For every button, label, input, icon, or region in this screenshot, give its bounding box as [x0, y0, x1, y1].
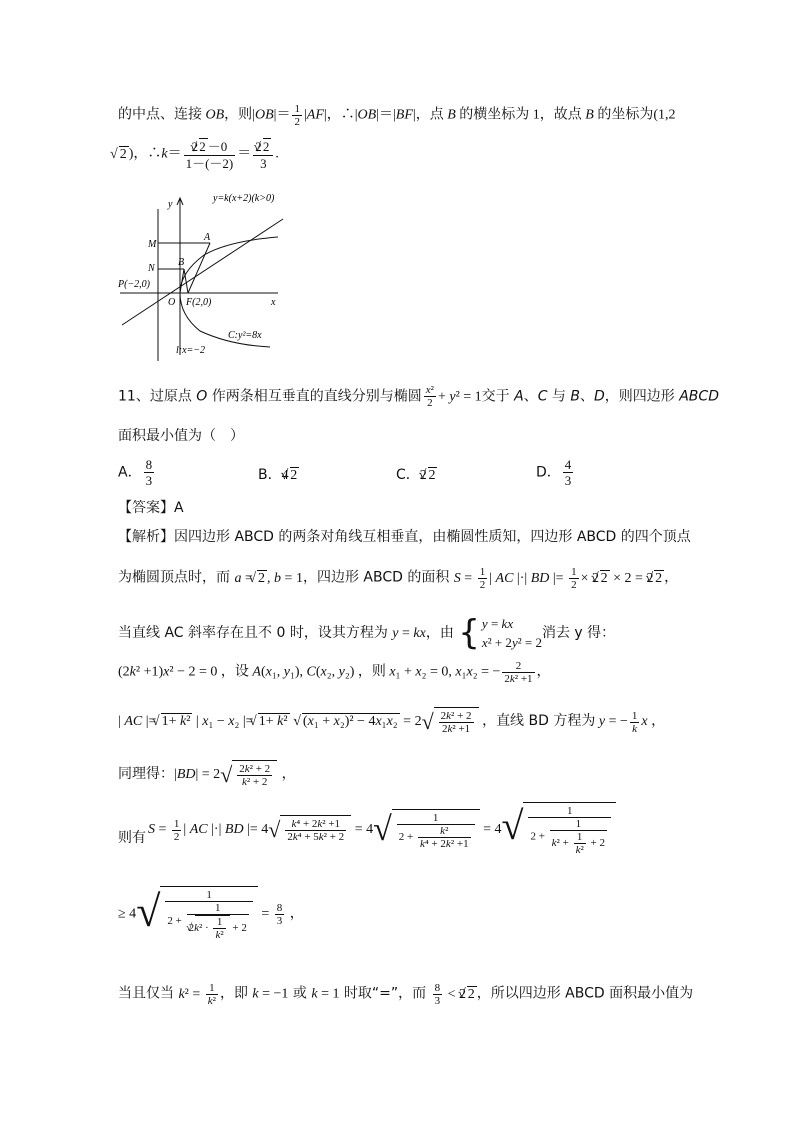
analysis-line-3: 当直线 AC 斜率存在且不 0 时，设其方程为 y = kx，由 { y = kx x² + 2y² = 2消去 y 得：: [118, 613, 616, 653]
focus-label: F(2,0): [186, 297, 212, 308]
analysis-line-4: (2k² +1)x² − 2 = 0 ，设 A(x₁, y₁), C(x₂, y₂) ，则 x₁ + x₂ = 0, x₁x₂ = − $\frac{2}{\text{2k² +1}}$ ，: [118, 660, 551, 685]
parabola-label: C:y²=8x: [228, 330, 262, 341]
answer-line: 【答案】A: [118, 500, 184, 516]
point-N-label: N: [148, 263, 155, 274]
analysis-line-9: 当且仅当 k² = $\frac{1}{\text{k²}}$ ，即 k = −1 或 k = 1 时取“=”，而 $\frac{8}{3}$ < 2√ 2 ，所以四边形 ABCD 面积最小值为: [118, 982, 693, 1007]
option-d[interactable]: D． $\frac{4}{3}$: [536, 457, 572, 488]
question-stem: 11、过原点 O 作两条相互垂直的直线分别与椭圆 $\frac{\text{x²}}{2}$ + y² = 1交于 A、C 与 B、D，则四边形 ABCD: [118, 384, 719, 409]
option-b[interactable]: B．4√ 2: [258, 464, 299, 484]
analysis-line-8: ≥ 4 √ 1 2 + 1 2√ k² · $\frac{1}{\text{k²}}$ + 2 = $\frac{8}{3}$ ，: [118, 886, 304, 943]
prev-solution-line-2: √ 2 )，∴k＝ $\frac{2√ 2 -0}{1-(-2)}$ ＝ $\frac{2√ 2}{3}$ .: [118, 138, 279, 171]
analysis-text-1: 因四边形 ABCD 的两条对角线互相垂直，由椭圆性质知，四边形 ABCD 的四个顶点: [174, 529, 691, 545]
point-A-label: A: [204, 232, 211, 243]
directrix-label: l:x=−2: [176, 345, 206, 356]
x-axis-label: x: [271, 297, 276, 308]
origin-label: O: [168, 297, 176, 308]
question-stem-cont: 面积最小值为（ ）: [118, 428, 244, 444]
y-axis-label: y: [168, 199, 173, 210]
analysis-line-7-prefix: 则有: [118, 830, 146, 846]
analysis-line-2: 为椭圆顶点时，而 a = √ 2 , b = 1，四边形 ABCD 的面积 S = $\frac{1}{2}$ | AC |·| BD |= $\frac{1}{2}$ × 2√ 2 × 2 = 2√ 2 ，: [118, 566, 678, 591]
secant-line: [122, 219, 283, 325]
point-P-label: P(−2,0): [118, 279, 151, 290]
analysis-line-5: | AC |= √ 1+ k² | x₁ − x₂ |= √ 1+ k² · √ (x₁ + x₂)² − 4x₁x₂ = 2 √ $\frac{\text{2k² + 2}}{\text{2k² +1}}$ ，直线 BD 方程为 y = − $\frac{1}{k}$ x ，: [118, 707, 665, 737]
analysis-line-6: 同理得：|BD| = 2 √ $\frac{\text{2k² + 2}}{\text{k² + 2}}$ ，: [118, 762, 296, 788]
option-c[interactable]: C．2√ 2: [396, 464, 437, 484]
option-a[interactable]: A． $\frac{8}{3}$: [118, 457, 153, 488]
point-M-label: M: [148, 239, 157, 250]
analysis-line-7: S = $\frac{1}{2}$ | AC |·| BD |= 4 √ $\frac{\text{k⁴ + 2k² +1}}{\text{2k⁴ + 5k² + 2}}$ = 4 √ 1 2 + $\frac{\text{k²}}{\text{k⁴ + 2k² +1}}$ = 4 √ 1 2 + 1 k² + $\frac{1}{\text{k²}}$ + 2: [148, 802, 616, 858]
prev-solution-line-1: 的中点、连接 OB，则|OB|＝ $\frac{1}{2}$ |AF|，∴|OB|＝|BF|，点 B 的横坐标为 1，故点 B 的坐标为(1,2: [118, 103, 676, 128]
parabola-figure: [118, 185, 298, 363]
analysis-line-1: [118, 527, 691, 547]
analysis-label: 【解析】: [118, 529, 174, 545]
line-equation-label: y=k(x+2)(k>0): [213, 193, 275, 204]
O-to-B-segment: [180, 269, 184, 293]
point-B-label: B: [178, 257, 185, 268]
A-to-F-segment: [188, 243, 210, 293]
